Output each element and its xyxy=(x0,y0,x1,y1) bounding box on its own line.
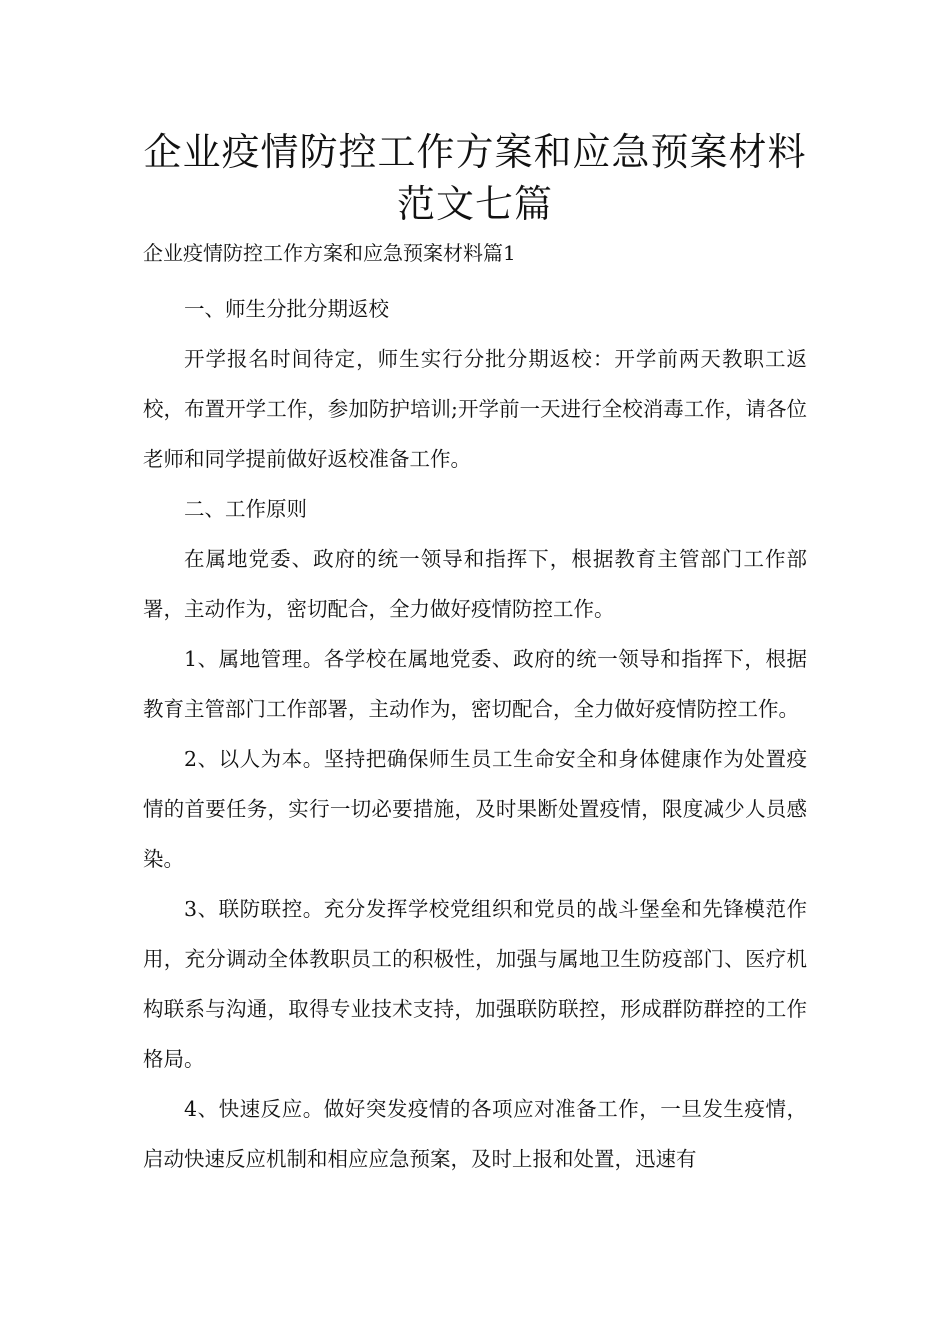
paragraph: 4、快速反应。做好突发疫情的各项应对准备工作，一旦发生疫情，启动快速反应机制和相应应急预案，及时上报和处置，迅速有 xyxy=(143,1097,807,1171)
article-heading: 企业疫情防控工作方案和应急预案材料篇1 xyxy=(143,241,516,265)
paragraph: 3、联防联控。充分发挥学校党组织和党员的战斗堡垒和先锋模范作用，充分调动全体教职员工的积极性，加强与属地卫生防疫部门、医疗机构联系与沟通，取得专业技术支持，加强联防联控，形成群防群控的工作格局。 xyxy=(143,897,807,1071)
document-title-line1: 企业疫情防控工作方案和应急预案材料 xyxy=(143,130,807,174)
document-title-line2: 范文七篇 xyxy=(396,182,553,226)
document-body xyxy=(143,284,807,1184)
paragraph: 在属地党委、政府的统一领导和指挥下，根据教育主管部门工作部署，主动作为，密切配合，全力做好疫情防控工作。 xyxy=(143,547,807,621)
paragraph: 开学报名时间待定，师生实行分批分期返校：开学前两天教职工返校，布置开学工作，参加防护培训;开学前一天进行全校消毒工作，请各位老师和同学提前做好返校准备工作。 xyxy=(143,347,807,471)
section-heading: 二、工作原则 xyxy=(184,497,307,521)
document-title xyxy=(143,126,807,230)
section-heading: 一、师生分批分期返校 xyxy=(184,297,389,321)
paragraph: 2、以人为本。坚持把确保师生员工生命安全和身体健康作为处置疫情的首要任务，实行一切必要措施，及时果断处置疫情，限度减少人员感染。 xyxy=(143,747,807,871)
paragraph: 1、属地管理。各学校在属地党委、政府的统一领导和指挥下，根据教育主管部门工作部署，主动作为，密切配合，全力做好疫情防控工作。 xyxy=(143,647,807,721)
heading-spacer xyxy=(143,270,807,284)
